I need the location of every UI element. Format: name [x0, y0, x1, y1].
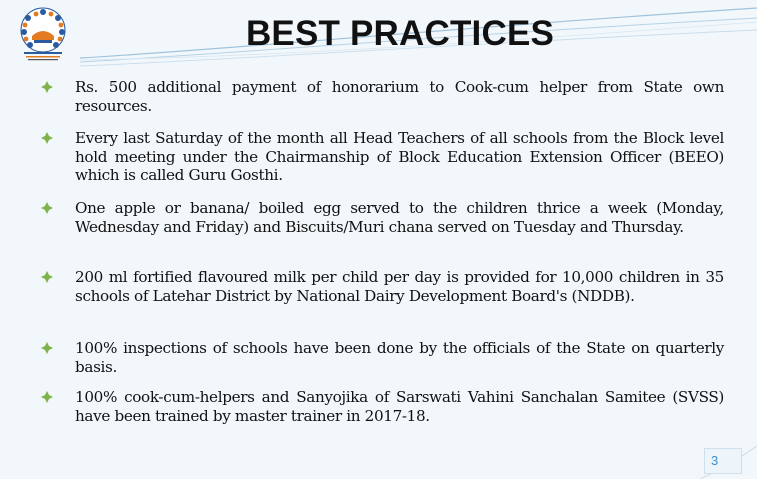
diamond-bullet-icon: [40, 341, 54, 355]
diamond-bullet-icon: [40, 80, 54, 94]
bullet-text: Every last Saturday of the month all Head Teachers of all schools from the Block level hold meeting under the Chairmanship of Block Education Extension Officer (BEEO) which is called Guru Gosthi.: [75, 129, 724, 184]
page-number: 3: [704, 448, 742, 474]
diamond-bullet-icon: [40, 270, 54, 284]
bullet-text: 200 ml fortified flavoured milk per child per day is provided for 10,000 children in 35 schools of Latehar District by National Dairy Development Board's (NDDB).: [75, 268, 724, 305]
bullet-text: 100% inspections of schools have been done by the officials of the State on quarterly basis.: [75, 339, 724, 376]
bullet-text: One apple or banana/ boiled egg served to the children thrice a week (Monday, Wednesday and Friday) and Biscuits/Muri chana served on Tuesday and Thursday.: [75, 199, 724, 236]
diamond-bullet-icon: [40, 201, 54, 215]
bullet-text: 100% cook-cum-helpers and Sanyojika of Sarswati Vahini Sanchalan Samitee (SVSS) have been trained by master trainer in 2017-18.: [75, 388, 724, 425]
slide-title: BEST PRACTICES: [245, 14, 555, 53]
diamond-bullet-icon: [40, 131, 54, 145]
bullet-text: Rs. 500 additional payment of honorarium to Cook-cum helper from State own resources.: [75, 78, 724, 115]
diamond-bullet-icon: [40, 390, 54, 404]
